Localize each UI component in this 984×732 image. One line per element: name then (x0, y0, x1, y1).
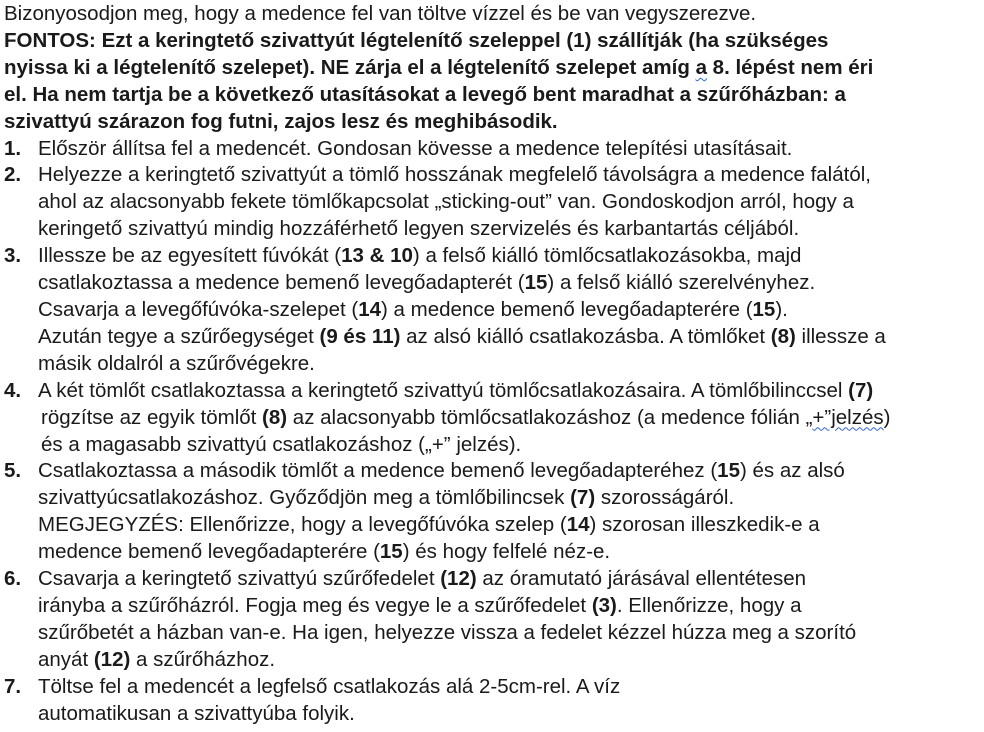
text: ) (883, 405, 891, 429)
text: az óramutató járásával ellentétesen (476, 567, 807, 591)
text: Azután tegye a szűrőegységet (38, 324, 320, 348)
intro-text: Bizonyosodjon meg, hogy a medence fel van töltve vízzel és be van vegyszerezve. (4, 2, 757, 25)
part-ref: (7) (570, 486, 596, 510)
step-line (38, 512, 980, 539)
part-ref: 15 (379, 540, 403, 564)
text: ). (775, 297, 788, 321)
text: Illessze be az egyesített fúvókát ( (38, 244, 342, 268)
text: ) szorosan illeszkedik-e a (589, 513, 820, 537)
step-4 (4, 378, 980, 459)
text: rögzítse az egyik tömlőt (41, 405, 263, 429)
part-ref: (7) (848, 378, 874, 402)
step-number: 3. (4, 244, 22, 268)
step-line: másik oldalról a szűrővégekre. (38, 351, 315, 375)
text: anyát (38, 647, 94, 671)
step-number: 2. (4, 163, 22, 187)
step-3 (4, 243, 980, 378)
step-6 (4, 566, 980, 674)
spellcheck-word: a (695, 55, 707, 79)
text: irányba a szűrőházról. Fogja meg és vegye le a szűrőfedelet (38, 593, 592, 617)
part-ref: (9 és 11) (319, 324, 401, 348)
step-2 (4, 162, 980, 243)
text: az alsó kiálló csatlakozásba. A tömlőket (400, 324, 771, 348)
text: ) a felső kiálló szerelvényhez. (547, 271, 816, 295)
step-line (38, 485, 980, 512)
important-notice (4, 28, 980, 136)
step-number: 1. (4, 136, 22, 160)
step-text: ahol az alacsonyabb fekete tömlőkapcsolat „sticking-out” van. Gondoskodjon arról, hogy a (38, 190, 854, 214)
text: szorosságáról. (595, 486, 735, 510)
step-number: 7. (4, 674, 22, 698)
part-ref: 15 (524, 271, 548, 295)
step-line: szűrőbetét a házban van-e. Ha igen, helyezze vissza a fedelet kézzel húzza meg a szorító (38, 620, 857, 644)
part-ref: 14 (358, 297, 382, 321)
part-ref: 15 (752, 297, 776, 321)
step-1 (4, 136, 980, 163)
text: illessze a (795, 324, 886, 348)
text: szivattyúcsatlakozáshoz. Győződjön meg a tömlőbilincsek (38, 486, 571, 510)
text: a szűrőházhoz. (130, 647, 276, 671)
important-line-2-text: nyissa ki a légtelenítő szelepet). NE zárja el a légtelenítő szelepet amíg (4, 55, 690, 79)
step-5 (4, 458, 980, 566)
step-line (38, 647, 980, 674)
text: Csavarja a keringtető szivattyú szűrőfedelet (38, 567, 441, 591)
step-line (38, 593, 980, 620)
step-text: Először állítsa fel a medencét. Gondosan kövesse a medence telepítési utasításait. (38, 136, 793, 160)
step-line (38, 539, 980, 566)
text: medence bemenő levegőadapterére ( (38, 540, 380, 564)
important-line-2-end: 8. lépést nem éri (712, 55, 874, 79)
step-text: Helyezze a keringtető szivattyút a tömlő hosszának megfelelő távolságra a medence falától, (38, 163, 871, 187)
text: MEGJEGYZÉS: Ellenőrizze, hogy a levegőfúvóka szelep ( (38, 513, 567, 537)
important-line-2 (4, 55, 980, 82)
step-line (38, 566, 980, 593)
step-7 (4, 674, 980, 728)
step-line (38, 405, 980, 432)
part-ref: 15 (717, 459, 740, 483)
part-ref: (12) (93, 647, 131, 671)
text: ) és hogy felfelé néz-e. (402, 540, 611, 564)
text: ) a medence bemenő levegőadapterére ( (381, 297, 753, 321)
step-line (38, 324, 980, 351)
step-line (38, 378, 980, 405)
step-number: 4. (4, 378, 22, 402)
part-ref: (8) (770, 324, 796, 348)
step-line (38, 243, 980, 270)
step-line: és a magasabb szivattyú csatlakozáshoz („+” jelzés). (41, 432, 522, 456)
part-ref: (12) (440, 567, 477, 591)
spellcheck-word: +”jelzés (812, 405, 884, 429)
step-text: automatikusan a szivattyúba folyik. (38, 701, 355, 725)
text: ) és az alsó (739, 459, 845, 483)
step-text: Töltse fel a medencét a legfelső csatlakozás alá 2-5cm-rel. A víz (38, 674, 621, 698)
text: A két tömlőt csatlakoztassa a keringtető szivattyú tömlőcsatlakozásaira. A tömlőbilinccsel (38, 378, 849, 402)
step-number: 6. (4, 567, 22, 591)
step-line (38, 270, 980, 297)
text: ) a felső kiálló tömlőcsatlakozásokba, majd (412, 244, 802, 268)
step-line (38, 297, 980, 324)
step-number: 5. (4, 459, 22, 483)
text: az alacsonyabb tömlőcsatlakozáshoz (a medence fólián „ (287, 405, 813, 429)
text: Csatlakoztassa a második tömlőt a medence bemenő levegőadapteréhez ( (38, 459, 718, 483)
step-text: keringető szivattyú mindig hozzáférhető legyen szervizelés és karbantartás céljából. (38, 217, 800, 241)
part-ref: (3) (591, 593, 617, 617)
text: csatlakoztassa a medence bemenő levegőadapterét ( (38, 271, 525, 295)
step-line (38, 458, 980, 485)
text: Csavarja a levegőfúvóka-szelepet ( (38, 297, 359, 321)
part-ref: (8) (262, 405, 288, 429)
part-ref: 13 & 10 (341, 244, 413, 268)
text: . Ellenőrizze, hogy a (616, 593, 802, 617)
important-line-1: FONTOS: Ezt a keringtető szivattyút légtelenítő szeleppel (1) szállítják (ha szükséges (4, 28, 829, 52)
instruction-document (4, 1, 980, 727)
part-ref: 14 (566, 513, 590, 537)
important-line-4: szivattyú szárazon fog futni, zajos lesz és meghibásodik. (4, 109, 558, 133)
important-line-3: el. Ha nem tartja be a következő utasításokat a levegő bent maradhat a szűrőházban: a (4, 82, 846, 106)
